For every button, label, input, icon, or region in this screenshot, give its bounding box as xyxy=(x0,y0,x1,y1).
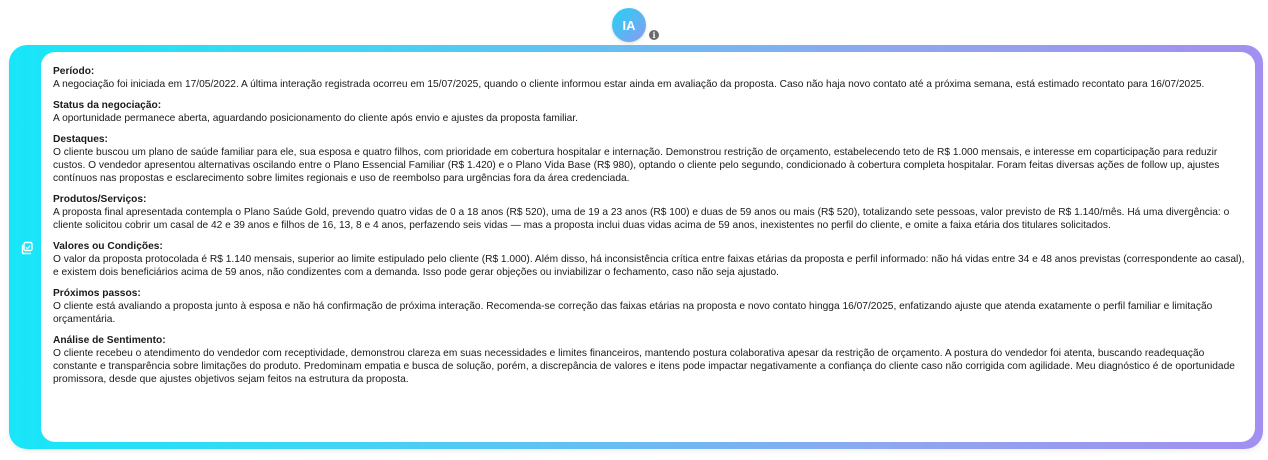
section-title: Status da negociação: xyxy=(53,100,162,111)
section-title: Próximos passos: xyxy=(53,288,141,299)
info-icon[interactable]: i xyxy=(649,30,659,40)
section-proximos-passos xyxy=(53,287,1245,326)
summary-text xyxy=(53,65,1245,394)
section-body: O cliente recebeu o atendimento do vendedor com receptividade, demonstrou clareza em suas necessidades e limites financeiros, mantendo postura colaborativa apesar da restrição de orçamento. A postura do vendedor foi atenta, buscando readequação constante e transparência sobre limitações do produto. Predominam empatia e busca de solução, porém, a discrepância de valores e itens pode impactar negativamente a confiança do cliente caso não corrigida com agilidade. Meu diagnóstico é de oportunidade promissora, desde que ajustes objetivos sejam feitos na estrutura da proposta. xyxy=(53,348,1235,385)
section-title: Produtos/Serviços: xyxy=(53,194,147,205)
ai-avatar: IA xyxy=(612,8,646,42)
section-title: Destaques: xyxy=(53,134,108,145)
section-title: Análise de Sentimento: xyxy=(53,335,166,346)
section-body: O cliente está avaliando a proposta junto à esposa e não há confirmação de próxima interação. Recomenda-se correção das faixas etárias na proposta e novo contato hingga 16/07/2025, enfatizando ajuste que atenda exatamente o perfil familiar e limitação orçamentária. xyxy=(53,301,1213,325)
copy-icon[interactable] xyxy=(20,241,34,255)
section-title: Valores ou Condições: xyxy=(53,241,163,252)
section-destaques xyxy=(53,133,1245,185)
section-body: O valor da proposta protocolada é R$ 1.140 mensais, superior ao limite estipulado pelo cliente (R$ 1.000). Além disso, há inconsistência crítica entre faixas etárias da proposta e perfil informado: não há vidas entre 34 e 48 anos previstas (correspondente ao casal), e existem dois beneficiários acima de 59 anos, não condizentes com a demanda. Isso pode gerar objeções ou inviabilizar o fechamento, caso não seja ajustado. xyxy=(53,254,1245,278)
section-periodo xyxy=(53,65,1245,91)
section-body: O cliente buscou um plano de saúde familiar para ele, sua esposa e quatro filhos, com prioridade em cobertura hospitalar e internação. Demonstrou restrição de orçamento, estabelecendo teto de R$ 1.000 mensais, e interesse em coparticipação para reduzir custos. O vendedor apresentou alternativas oscilando entre o Plano Essencial Familiar (R$ 1.420) e o Plano Vida Base (R$ 980), optando o cliente pelo segundo, condicionado à cobertura completa hospitalar. Foram feitas diversas ações de follow up, ajustes contínuos nas propostas e esclarecimento sobre limites regionais e uso de reembolso para urgências fora da área credenciada. xyxy=(53,147,1220,184)
summary-content-panel xyxy=(41,52,1255,442)
section-status xyxy=(53,99,1245,125)
section-body: A proposta final apresentada contempla o Plano Saúde Gold, prevendo quatro vidas de 0 a 18 anos (R$ 520), uma de 19 a 23 anos (R$ 100) e duas de 59 anos ou mais (R$ 520), totalizando sete pessoas, valor previsto de R$ 1.140/mês. Há uma divergência: o cliente solicitou cobrir um casal de 42 e 39 anos e filhos de 16, 13, 8 e 4 anos, perfazendo seis vidas — mas a proposta inclui duas vidas acima de 59 anos, inexistentes no perfil do cliente, e omite a faixa etária dos titulares solicitados. xyxy=(53,207,1230,231)
section-analise-sentimento xyxy=(53,334,1245,386)
section-body: A negociação foi iniciada em 17/05/2022. A última interação registrada ocorreu em 15/07/2025, quando o cliente informou estar ainda em avaliação da proposta. Caso não haja novo contato até a próxima semana, está estimado recontato para 16/07/2025. xyxy=(53,79,1205,90)
section-body: A oportunidade permanece aberta, aguardando posicionamento do cliente após envio e ajustes da proposta familiar. xyxy=(53,113,579,124)
section-produtos xyxy=(53,193,1245,232)
section-title: Período: xyxy=(53,66,95,77)
section-valores xyxy=(53,240,1245,279)
